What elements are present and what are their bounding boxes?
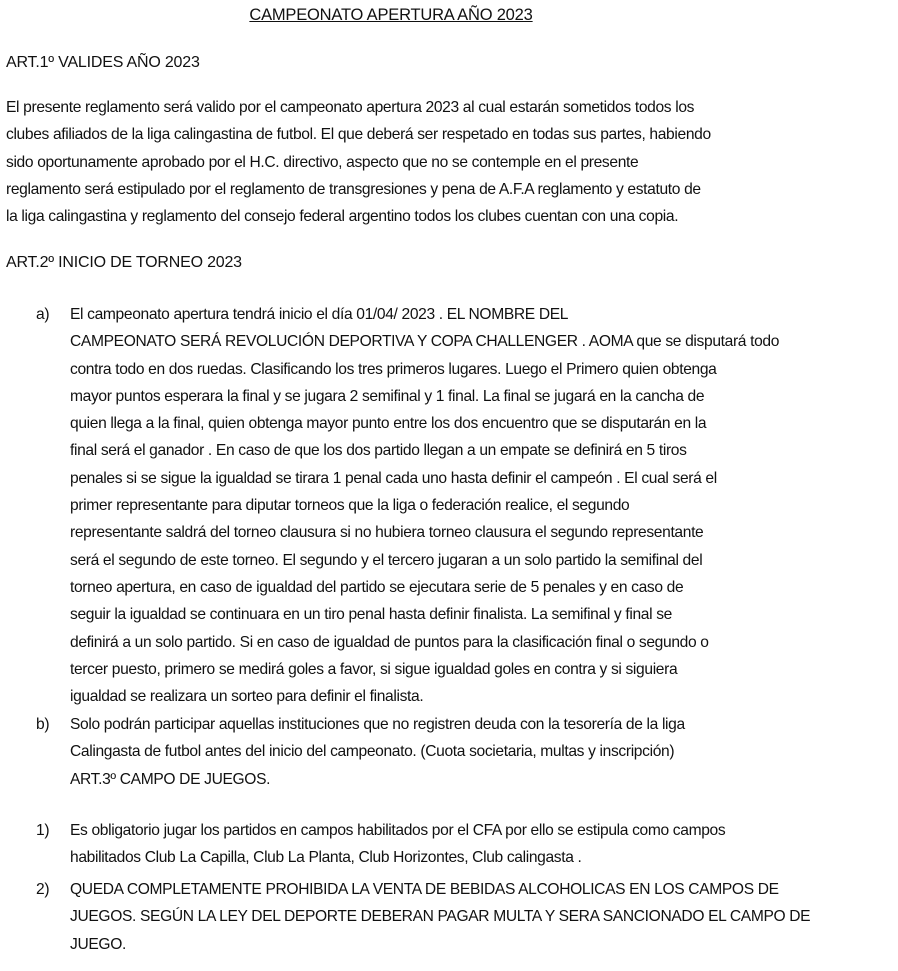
- item-line: QUEDA COMPLETAMENTE PROHIBIDA LA VENTA DE BEBIDAS ALCOHOLICAS EN LOS CAMPOS DE: [70, 881, 779, 898]
- item-line: definirá a un solo partido. Si en caso de igualdad de puntos para la clasificación final o segundo o: [70, 633, 709, 651]
- item-line: será el segundo de este torneo. El segundo y el tercero jugaran a un solo partido la semifinal del: [70, 551, 703, 569]
- item-line: representante saldrá del torneo clausura si no hubiera torneo clausura el segundo representante: [70, 524, 704, 542]
- item-line: El campeonato apertura tendrá inicio el día 01/04/ 2023 . EL NOMBRE DEL: [70, 306, 569, 323]
- item-marker: 1): [36, 822, 50, 839]
- item-line: contra todo en dos ruedas. Clasificando los tres primeros lugares. Luego el Primero quien obtenga: [70, 360, 717, 378]
- item-line: igualdad se realizara un sorteo para definir el finalista.: [70, 688, 424, 706]
- art3-item-1: [36, 817, 896, 872]
- item-line: mayor puntos esperara la final y se jugara 2 semifinal y 1 final. La final se jugará en la cancha de: [70, 387, 705, 405]
- document-title: CAMPEONATO APERTURA AÑO 2023: [249, 6, 533, 24]
- item-marker: b): [36, 716, 50, 733]
- item-marker: 2): [36, 881, 50, 898]
- item-line: JUEGO.: [70, 935, 126, 953]
- art2-item-b: [36, 711, 896, 793]
- art1-paragraph: [6, 94, 896, 230]
- item-line: Es obligatorio jugar los partidos en campos habilitados por el CFA por ello se estipula como campos: [70, 822, 726, 839]
- item-line: JUEGOS. SEGÚN LA LEY DEL DEPORTE DEBERAN PAGAR MULTA Y SERA SANCIONADO EL CAMPO DE: [70, 908, 811, 926]
- item-line: Calingasta de futbol antes del inicio del campeonato. (Cuota societaria, multas y inscripción): [70, 743, 675, 761]
- item-line: habilitados Club La Capilla, Club La Planta, Club Horizontes, Club calingasta .: [70, 849, 582, 867]
- art1-heading: ART.1º VALIDES AÑO 2023: [6, 54, 200, 71]
- item-line: quien llega a la final, quien obtenga mayor punto entre los dos encuentro que se disputarán en la: [70, 415, 707, 433]
- paragraph-line: la liga calingastina y reglamento del consejo federal argentino todos los clubes cuentan con una copia.: [6, 208, 679, 226]
- art2-item-a: [36, 301, 896, 710]
- item-line: final será el ganador . En caso de que los dos partido llegan a un empate se definirá en 5 tiros: [70, 442, 687, 460]
- paragraph-line: reglamento será estipulado por el reglamento de transgresiones y pena de A.F.A reglamento y estatuto de: [6, 180, 701, 198]
- item-line: CAMPEONATO SERÁ REVOLUCIÓN DEPORTIVA Y COPA CHALLENGER . AOMA que se disputará todo: [70, 333, 780, 351]
- art3-item-2: [36, 876, 896, 958]
- paragraph-line: clubes afiliados de la liga calingastina de futbol. El que deberá ser respetado en todas sus partes, habiendo: [6, 126, 711, 144]
- art2-heading: ART.2º INICIO DE TORNEO 2023: [6, 254, 242, 271]
- item-line: primer representante para diputar torneos que la liga o federación realice, el segundo: [70, 497, 630, 515]
- art3-heading: ART.3º CAMPO DE JUEGOS.: [70, 770, 271, 788]
- item-line: torneo apertura, en caso de igualdad del partido se ejecutara serie de 5 penales y en caso de: [70, 578, 684, 596]
- item-body: [70, 876, 896, 958]
- item-line: seguir la igualdad se continuara en un tiro penal hasta definir finalista. La semifinal y final se: [70, 606, 672, 624]
- item-line: penales si se sigue la igualdad se tirara 1 penal cada uno hasta definir el campeón . El cual será el: [70, 469, 717, 487]
- item-body: [70, 301, 896, 710]
- paragraph-line: sido oportunamente aprobado por el H.C. directivo, aspecto que no se contemple en el presente: [6, 153, 639, 171]
- item-marker: a): [36, 306, 50, 323]
- item-line: Solo podrán participar aquellas instituciones que no registren deuda con la tesorería de la liga: [70, 716, 685, 733]
- item-body: [70, 711, 896, 793]
- item-body: [70, 817, 896, 872]
- paragraph-line: El presente reglamento será valido por el campeonato apertura 2023 al cual estarán sometidos todos los: [6, 99, 695, 116]
- item-line: tercer puesto, primero se medirá goles a favor, si sigue igualdad goles en contra y si siguiera: [70, 660, 678, 678]
